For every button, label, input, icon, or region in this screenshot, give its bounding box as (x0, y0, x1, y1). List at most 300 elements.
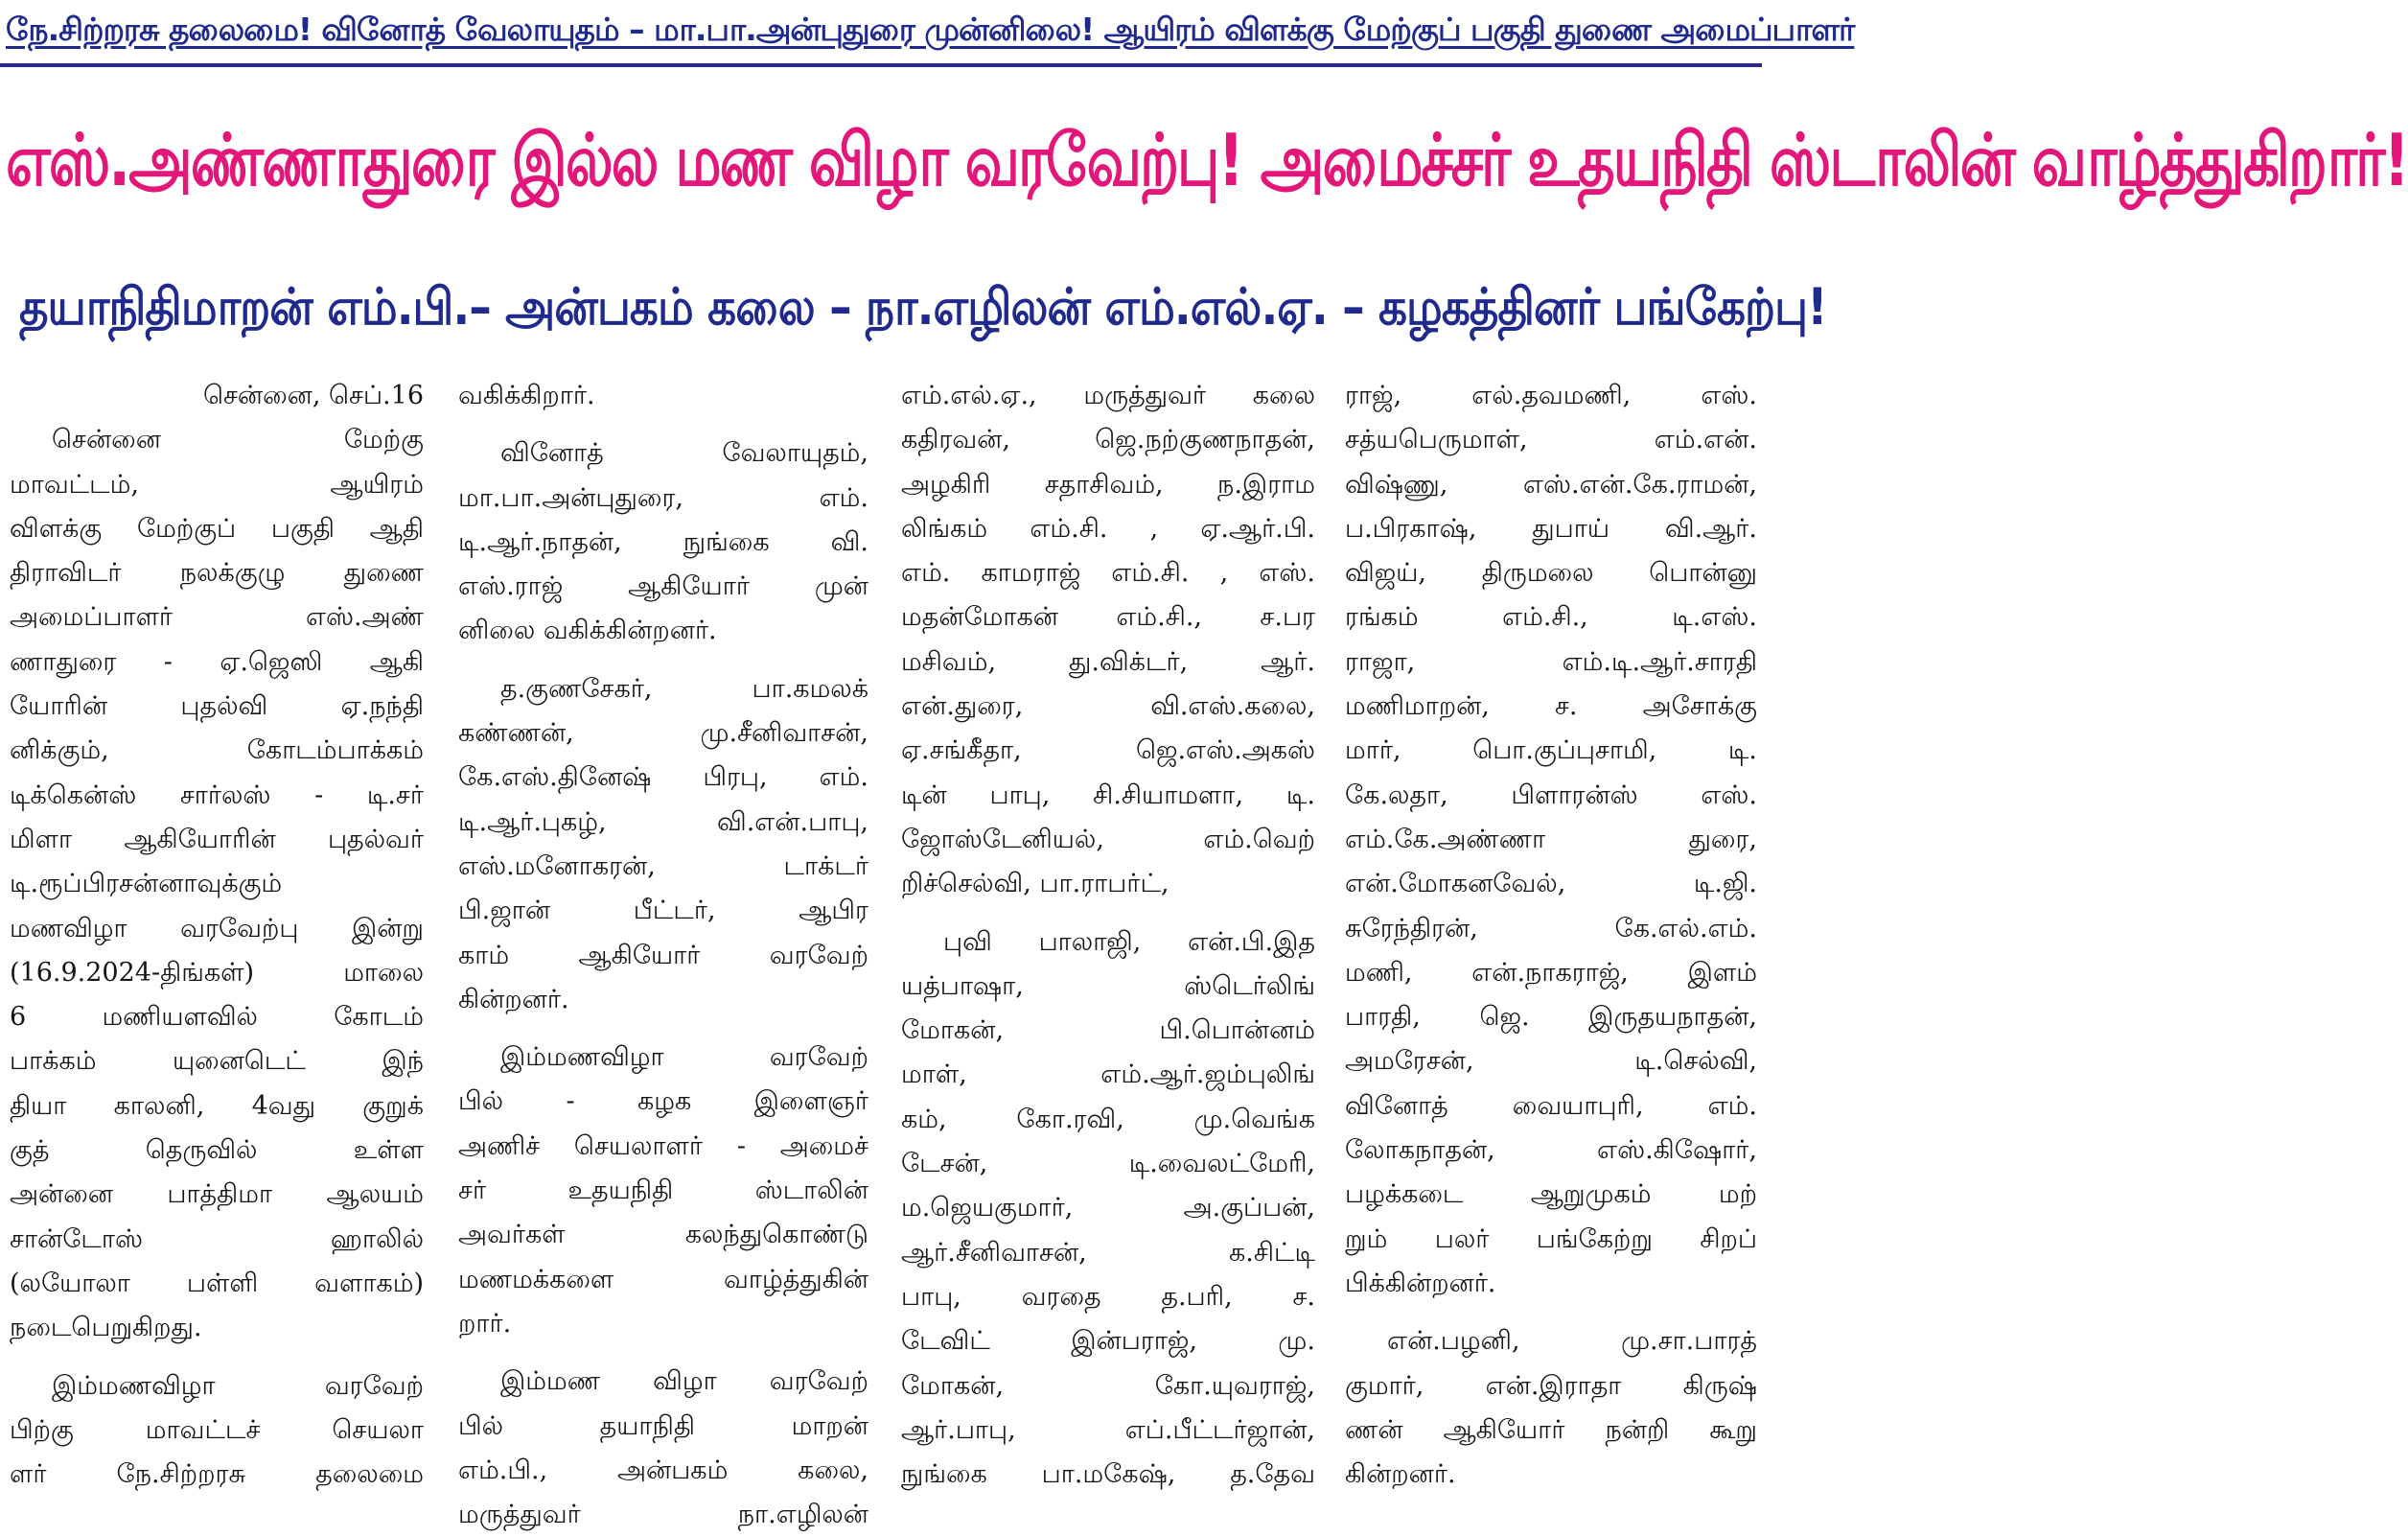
article-word: த.குணசேகர், (500, 673, 653, 704)
article-word: ராஜ், (1345, 381, 1402, 410)
article-line (901, 685, 1315, 729)
article-word: யுனைடெட் (172, 1046, 306, 1077)
article-word: குத் (10, 1135, 50, 1166)
article-word: பாலாஜி, (1038, 926, 1142, 957)
article-line (901, 1186, 1315, 1230)
article-word: வி.எஸ்.கலை, (1150, 691, 1315, 722)
article-word: ந.இராம (1217, 469, 1315, 500)
article-line (10, 951, 424, 995)
article-line (1345, 1173, 1757, 1217)
article-line (458, 431, 868, 476)
article-word: மேற்கு (343, 425, 424, 455)
article-word: யோரின் (10, 691, 108, 722)
article-word: டேசன், (901, 1149, 988, 1179)
article-word: மாள், (901, 1060, 967, 1090)
article-word: 6 (10, 1002, 27, 1033)
paragraph-gap (10, 1351, 424, 1364)
article-word: கூறு (1709, 1414, 1757, 1445)
article-word: அசோக்கு (1642, 691, 1757, 722)
article-word: வையாபுரி, (1512, 1090, 1644, 1121)
article-line (901, 774, 1315, 818)
article-word: பள்ளி (186, 1268, 259, 1298)
article-word: எல்.தவமணி, (1471, 381, 1632, 410)
article-line (901, 1009, 1315, 1053)
article-line: றார். (458, 1308, 512, 1339)
paragraph-gap (458, 418, 868, 431)
article-word: விழா (653, 1366, 717, 1397)
article-word: குமார், (1345, 1370, 1424, 1401)
article-word: மாவட்டம், (10, 469, 139, 500)
article-word: கோடம் (334, 1002, 424, 1033)
article-word: புதல்வி (180, 691, 268, 722)
article-line (458, 521, 868, 565)
article-word: னிக்கும், (10, 735, 109, 766)
article-word: - (314, 780, 324, 810)
article-line (901, 1053, 1315, 1097)
article-word: எம்.ஆர்.ஜம்புலிங் (1100, 1060, 1315, 1090)
article-word: என்.மோகனவேல், (1345, 869, 1566, 899)
article-word: வரதை (1021, 1281, 1101, 1312)
article-word: உள்ள (353, 1135, 424, 1166)
article-line (1345, 818, 1757, 862)
article-word: ஆர்.பாபு, (901, 1414, 1016, 1445)
article-line (1345, 1129, 1757, 1173)
article-line (10, 1039, 424, 1083)
article-word: ஆகியோரின் (124, 824, 276, 854)
article-word: எம்.பி., (458, 1455, 548, 1485)
article-word: - (163, 646, 173, 677)
header-rule (0, 63, 1762, 67)
article-word: டி.வைலட்மேரி, (1128, 1149, 1315, 1179)
article-line (10, 818, 424, 862)
article-word: சி.சியாமளா, (1093, 780, 1244, 810)
article-column-2 (458, 374, 868, 1530)
article-word: வேலாயுதம், (722, 438, 868, 469)
article-line: னிலை வகிக்கின்றனர். (458, 616, 717, 646)
article-word: இன்பராஜ், (1071, 1326, 1197, 1357)
article-line (901, 1231, 1315, 1275)
article-word: ஸ்டெர்லிங் (1184, 970, 1315, 1001)
article-line (901, 1453, 1315, 1497)
article-word: ஆபிர (799, 896, 868, 926)
article-word: (16.9.2024-திங்கள்) (10, 957, 255, 988)
article-word: எம்.கே.அண்ணா (1345, 824, 1546, 854)
article-word: வளாகம்) (314, 1268, 424, 1298)
article-word: என்.துரை, (901, 691, 1024, 722)
article-word: எம்.எல்.ஏ., (901, 381, 1037, 410)
article-word: மு.சா.பாரத் (1621, 1326, 1757, 1357)
article-word: பிரபு, (703, 762, 768, 793)
article-word: எம்.சி. (1030, 513, 1108, 544)
article-word: கலை (1252, 381, 1315, 410)
article-line (901, 1098, 1315, 1142)
article-word: பொன்னு (1649, 558, 1757, 589)
article-line (458, 1169, 868, 1213)
article-word: ச. (1292, 1281, 1315, 1312)
article-word: திராவிடர் (10, 558, 122, 589)
article-word: ஆகியோர் (578, 940, 701, 970)
article-word: வரவேற்பு (180, 913, 299, 943)
article-word: பொ.குப்புசாமி, (1472, 735, 1657, 766)
article-line (1345, 595, 1757, 640)
article-word: பாபு, (989, 780, 1051, 810)
article-word: ஜோஸ்டேனியல், (901, 824, 1104, 854)
article-word: பாரதி, (1345, 1002, 1421, 1033)
article-word: ராஜா, (1345, 646, 1416, 677)
article-word: இன்று (351, 913, 424, 943)
article-word: காமராஜ் (981, 558, 1081, 589)
article-word: கம், (901, 1104, 947, 1134)
article-line (1345, 551, 1757, 595)
article-line (10, 1409, 424, 1453)
article-word: நே.சிற்றரசு (116, 1459, 246, 1490)
article-word: வரவேற் (324, 1370, 424, 1401)
article-word: எஸ்.என்.கே.ராமன், (1522, 469, 1757, 500)
article-word: வி.ஆர். (1664, 513, 1757, 544)
article-word: எம்.வெற் (1203, 824, 1315, 854)
article-word: றும் (1345, 1223, 1388, 1254)
article-line (1345, 951, 1757, 995)
article-word: திருமலை (1481, 558, 1594, 589)
article-line (1345, 418, 1757, 462)
article-line (458, 1258, 868, 1302)
article-word: சார்லஸ் (179, 780, 271, 810)
article-word: துணை (343, 558, 424, 589)
article-word: எம். (1707, 1090, 1757, 1121)
article-line (1345, 463, 1757, 507)
article-word: ஆர்.சீனிவாசன், (901, 1237, 1087, 1268)
article-line (901, 418, 1315, 462)
article-word: அ.குப்பன், (1183, 1193, 1315, 1223)
article-word: டிக்கென்ஸ் (10, 780, 137, 810)
article-word: எஸ்.ராஜ் (458, 571, 564, 602)
article-word: பா.கமலக் (752, 673, 868, 704)
main-headline: எஸ்.அண்ணாதுரை இல்ல மண விழா வரவேற்பு! அமைச்சர் உதயநிதி ஸ்டாலின் வாழ்த்துகிறார்! (6, 119, 2408, 203)
article-word: என்.நாகராஜ், (1471, 957, 1629, 988)
article-word: இம்மணவிழா (500, 1042, 664, 1073)
article-line (458, 711, 868, 756)
article-word: மு.வெங்க (1193, 1104, 1315, 1134)
article-line (10, 685, 424, 729)
article-word: டி.ஆர்.புகழ், (458, 806, 607, 837)
article-word: டி. (1285, 780, 1315, 810)
article-line (10, 729, 424, 773)
article-word: ளர் (10, 1459, 47, 1490)
article-line (10, 1218, 424, 1262)
article-word: பில் (458, 1086, 504, 1117)
article-word: பிளாரன்ஸ் (1511, 780, 1638, 810)
article-word: மு.சீனிவாசன், (700, 718, 868, 749)
article-word: கோ.யுவராஜ், (1154, 1370, 1315, 1401)
article-line (10, 640, 424, 685)
article-line (901, 729, 1315, 773)
article-word: கலை, (798, 1455, 868, 1485)
article-word: பலர் (1434, 1223, 1490, 1254)
article-word: எம்.சி. (1111, 558, 1190, 589)
article-line (10, 862, 424, 906)
article-column-4 (1345, 374, 1757, 1490)
article-word: மணிமாறன், (1345, 691, 1490, 722)
article-word: ச. (1554, 691, 1578, 722)
article-word: டேவிட் (901, 1326, 990, 1357)
article-word: இந் (382, 1046, 424, 1077)
article-word: , (1219, 558, 1229, 589)
kicker-headline: நே.சிற்றரசு தலைமை! வினோத் வேலாயுதம் – மா.பா.அன்புதுரை முன்னிலை! ஆயிரம் விளக்கு மேற்குப் பகுதி துணை அமைப்பாளர் (6, 11, 1855, 48)
article-word: மு. (1278, 1326, 1315, 1357)
article-word: மற் (1718, 1179, 1757, 1210)
article-word: மா.பா.அன்புதுரை, (458, 482, 683, 513)
article-line (1345, 995, 1757, 1039)
article-word: எப்.பீட்டர்ஜான், (1124, 1414, 1315, 1445)
article-word: தெருவில் (145, 1135, 258, 1166)
article-line (10, 1129, 424, 1173)
article-word: கலந்துகொண்டு (684, 1220, 868, 1250)
article-line (10, 907, 424, 951)
article-word: வரவேற் (769, 1366, 868, 1397)
article-word: ஏ.ஜெஸி (220, 646, 323, 677)
article-word: து.விக்டர், (1069, 646, 1189, 677)
article-column-1 (10, 374, 424, 1490)
article-line (901, 1364, 1315, 1409)
article-word: செயலாளர் (573, 1130, 704, 1161)
article-word: டாக்டர் (783, 850, 868, 881)
article-word: எஸ். (1701, 780, 1757, 810)
article-word: புதல்வர் (327, 824, 424, 854)
article-word: துரை, (1688, 824, 1757, 854)
article-word: ப.பிரகாஷ், (1345, 513, 1477, 544)
article-line (458, 565, 868, 609)
article-word: ஏ.நந்தி (340, 691, 424, 722)
article-line (901, 507, 1315, 551)
article-word: (லயோலா (10, 1268, 130, 1298)
article-word: இம்மண (500, 1366, 601, 1397)
article-word: குறுக் (362, 1090, 424, 1121)
article-word: எம்.டி.ஆர்.சாரதி (1562, 646, 1757, 677)
article-word: ஆயிரம் (330, 469, 424, 500)
article-word: பாத்திமா (167, 1179, 273, 1210)
article-line (458, 1493, 868, 1537)
article-line (901, 1409, 1315, 1453)
paragraph-gap (901, 907, 1315, 920)
article-line: வகிக்கிறார். (458, 381, 595, 410)
article-word: பாக்கம் (10, 1046, 97, 1077)
article-word: ஆர். (1261, 646, 1315, 677)
article-word: டி.செல்வி, (1634, 1046, 1757, 1077)
article-word: டி.ஆர்.நாதன், (458, 526, 622, 557)
article-word: எம்.என். (1654, 425, 1757, 455)
article-word: எம். (819, 482, 868, 513)
article-word: உதயநிதி (567, 1176, 674, 1206)
article-word: லிங்கம் (901, 513, 988, 544)
article-word: டி. (1727, 735, 1757, 766)
article-word: அணிச் (458, 1130, 541, 1161)
article-line (458, 1449, 868, 1493)
article-line (458, 756, 868, 800)
article-word: முன் (814, 571, 868, 602)
article-line (901, 463, 1315, 507)
article-word: மார், (1345, 735, 1401, 766)
article-line: பிக்கின்றனர். (1345, 1268, 1496, 1298)
article-line (458, 801, 868, 845)
article-line (458, 934, 868, 978)
article-word: ஜெ. (1479, 1002, 1530, 1033)
article-word: ஜெ.எஸ்.அகஸ் (1135, 735, 1315, 766)
article-line: கின்றனர். (1345, 1459, 1456, 1490)
article-word: டி.ஜி. (1693, 869, 1757, 899)
paragraph-gap (458, 654, 868, 667)
article-line (458, 477, 868, 521)
article-word: ஆதி (369, 513, 424, 544)
article-line (901, 1275, 1315, 1319)
article-word: மிளா (10, 824, 73, 854)
article-word: அமரேசன், (1345, 1046, 1474, 1077)
article-word: எம்.சி., (1116, 602, 1203, 633)
article-word: - (736, 1130, 746, 1161)
article-word: பழக்கடை (1345, 1179, 1464, 1210)
article-word: அழகிரி (901, 469, 991, 500)
article-word: டி.எஸ். (1672, 602, 1757, 633)
article-word: டி.சர் (366, 780, 424, 810)
article-word: மாறன் (791, 1410, 868, 1441)
article-word: சர் (458, 1176, 487, 1206)
article-word: வாழ்த்துகின் (724, 1264, 868, 1294)
article-word: , (1149, 513, 1159, 544)
article-word: கோடம்பாக்கம் (246, 735, 424, 766)
article-word: ஹாலில் (330, 1223, 424, 1254)
article-word: த.பரி, (1161, 1281, 1233, 1312)
article-line (458, 1080, 868, 1124)
article-word: கழக (637, 1086, 692, 1117)
paragraph-gap (458, 1022, 868, 1036)
article-word: விளக்கு (10, 513, 103, 544)
article-word: கிருஷ் (1682, 1370, 1757, 1401)
article-word: எஸ்.மனோகரன், (458, 850, 656, 881)
article-word: சுரேந்திரன், (1345, 913, 1478, 943)
article-word: ஆகியோர் (628, 571, 750, 602)
article-word: செயலா (332, 1414, 424, 1445)
article-word: வரவேற் (769, 940, 868, 970)
article-word: கே.எல்.எம். (1614, 913, 1757, 943)
article-line (901, 920, 1315, 965)
article-word: ணாதுரை (10, 646, 117, 677)
article-line (458, 1213, 868, 1257)
article-word: கண்ணன், (458, 718, 574, 749)
article-line (1345, 729, 1757, 773)
article-word: பா.மகேஷ், (1041, 1459, 1176, 1490)
article-line (10, 1173, 424, 1217)
article-line (10, 551, 424, 595)
article-word: எம். (901, 558, 951, 589)
article-word: மோகன், (901, 1015, 1005, 1046)
article-line (10, 1084, 424, 1129)
article-body (0, 374, 1762, 1530)
article-word: புவி (943, 926, 992, 957)
article-word: மணியளவில் (102, 1002, 258, 1033)
article-line (10, 995, 424, 1039)
article-word: இளைஞர் (753, 1086, 868, 1117)
article-word: பாபு, (901, 1281, 961, 1312)
article-line (901, 374, 1315, 418)
article-word: எஸ்.அண் (305, 602, 424, 633)
article-line (458, 667, 868, 711)
article-word: துபாய் (1532, 513, 1610, 544)
article-line (901, 640, 1315, 685)
article-line (10, 1262, 424, 1306)
article-line (901, 965, 1315, 1009)
article-word: மாவட்டச் (145, 1414, 261, 1445)
article-line (1345, 774, 1757, 818)
article-line (458, 1405, 868, 1449)
article-word: இளம் (1687, 957, 1757, 988)
article-word: வரவேற் (769, 1042, 868, 1073)
article-word: சிறப் (1700, 1223, 1757, 1254)
article-word: மேற்குப் (136, 513, 237, 544)
article-word: தலைமை (315, 1459, 424, 1490)
article-word: ம.ஜெயகுமார், (901, 1193, 1074, 1223)
article-word: ஆகியோர் (1443, 1414, 1565, 1445)
article-word: ஏ.ஆர்.பி. (1200, 513, 1315, 544)
article-word: ரங்கம் (1345, 602, 1419, 633)
article-word: அமைச் (779, 1130, 868, 1161)
article-line (10, 595, 424, 640)
article-line (1345, 1218, 1757, 1262)
article-line: நடைபெறுகிறது. (10, 1313, 202, 1343)
article-word: மணவிழா (10, 913, 127, 943)
article-word: மணமக்களை (458, 1264, 614, 1294)
article-line (901, 1319, 1315, 1363)
article-word: 4வது (251, 1090, 316, 1121)
article-word: த.தேவ (1230, 1459, 1315, 1490)
article-line: கின்றனர். (458, 984, 569, 1014)
article-word: மதன்மோகன் (901, 602, 1058, 633)
article-word: எஸ். (1701, 381, 1757, 410)
article-line: சென்னை, செப்.16 (202, 381, 424, 410)
paragraph-gap (1345, 1306, 1757, 1319)
article-word: ஆறுமுகம் (1530, 1179, 1652, 1210)
article-word: நுங்கை (683, 526, 770, 557)
article-word: மோகன், (901, 1370, 1005, 1401)
article-word: டி.ரூப்பிரசன்னாவுக்கும் (10, 869, 283, 899)
article-word: சத்யபெருமாள், (1345, 425, 1528, 455)
article-word: ணன் (1345, 1414, 1403, 1445)
article-word: வினோத் (500, 438, 604, 469)
article-word: ஏ.சங்கீதா, (901, 735, 1022, 766)
article-word: பிற்கு (10, 1414, 74, 1445)
article-word: அன்னை (10, 1179, 113, 1210)
article-word: ஜெ.நற்குணநாதன், (1095, 425, 1315, 455)
article-line (1345, 862, 1757, 906)
article-word: பீட்டர், (633, 896, 716, 926)
article-line (1345, 1319, 1757, 1363)
article-line (1345, 507, 1757, 551)
article-line (1345, 1084, 1757, 1129)
article-word: ஸ்டாலின் (754, 1176, 868, 1206)
article-word: கோ.ரவி, (1016, 1104, 1124, 1134)
article-word: என்.பி.இத (1188, 926, 1315, 957)
article-line (458, 845, 868, 889)
article-word: சென்னை (52, 425, 161, 455)
article-word: எஸ். (1259, 558, 1315, 589)
article-word: தியா (10, 1090, 67, 1121)
article-line (901, 595, 1315, 640)
article-word: யத்பாஷா, (901, 970, 1024, 1001)
article-line (458, 1360, 868, 1404)
article-word: கே.எஸ்.தினேஷ் (458, 762, 652, 793)
article-word: எம். (819, 762, 868, 793)
article-line (458, 1036, 868, 1080)
article-word: கதிரவன், (901, 425, 1010, 455)
article-word: ஆகி (369, 646, 424, 677)
